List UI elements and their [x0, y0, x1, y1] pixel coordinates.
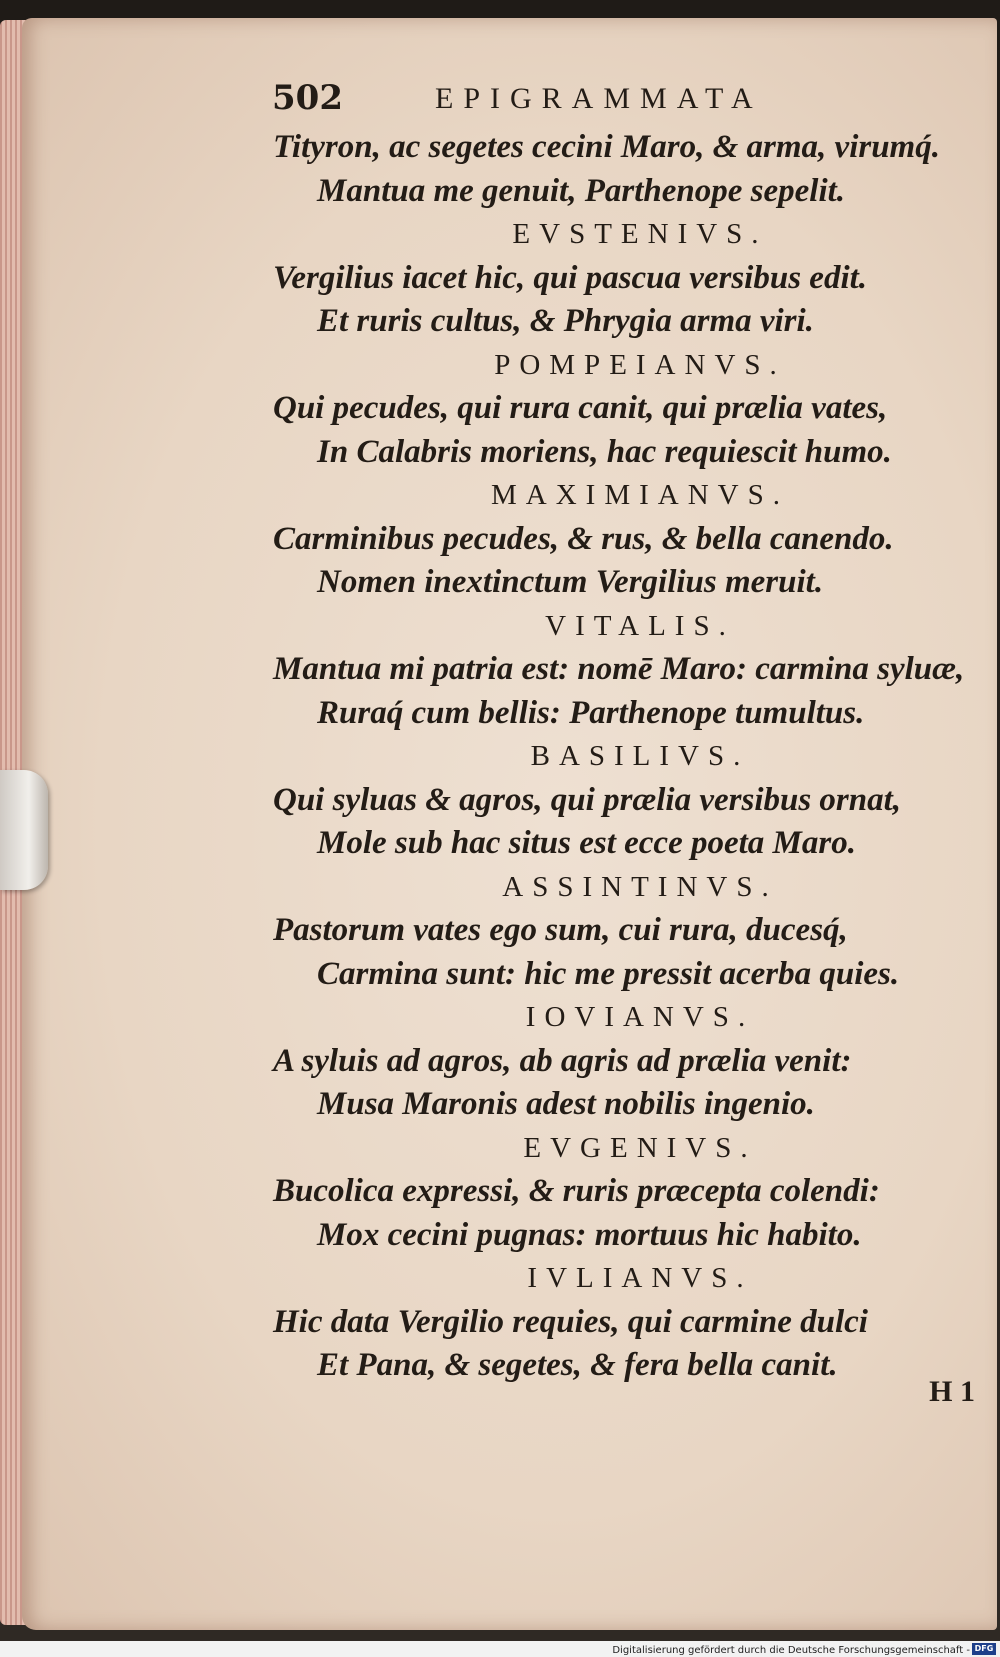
epigram-author: ASSINTINVS.: [502, 870, 778, 903]
verse-line: Pastorum vates ego sum, cui rura, ducesq́,: [273, 912, 848, 948]
digitization-footer: [0, 1641, 1000, 1657]
page-text: [265, 70, 965, 1388]
epigram-author: MAXIMIANVS.: [491, 479, 789, 511]
page-number: 502: [272, 78, 343, 118]
epigram-author: BASILIVS.: [530, 740, 750, 772]
page-clip: [0, 770, 48, 890]
verse-line: Carminibus pecudes, & rus, & bella canendo.: [273, 520, 894, 557]
verse-line: Mantua mi patria est: nomē Maro: carmina syluæ,: [273, 651, 965, 687]
verse-line: Musa Maronis adest nobilis ingenio.: [317, 1086, 815, 1122]
epigram: [265, 1257, 955, 1388]
verse-line: Mox cecini pugnas: mortuus hic habito.: [317, 1216, 862, 1253]
verse-line: Qui syluas & agros, qui prælia versibus ornat,: [273, 781, 902, 818]
footer-credit: Digitalisierung gefördert durch die Deutsche Forschungsgemeinschaft -: [612, 1645, 970, 1656]
epigram-author: IOVIANVS.: [525, 1001, 755, 1033]
verse-line: Et Pana, & segetes, & fera bella canit.: [317, 1347, 838, 1383]
running-title: EPIGRAMMATA: [435, 82, 763, 115]
epigram-author: VITALIS.: [545, 609, 735, 642]
verse-line: A syluis ad agros, ab agris ad prælia venit:: [273, 1042, 852, 1079]
epigram: [265, 344, 955, 475]
verse-line: Mantua me genuit, Parthenope sepelit.: [317, 172, 846, 209]
epigram-author: EVSTENIVS.: [512, 218, 768, 250]
verse-line: Qui pecudes, qui rura canit, qui prælia vates,: [273, 390, 888, 426]
page-header: [265, 70, 955, 126]
dfg-logo: DFG: [972, 1643, 996, 1655]
verse-line: Hic data Vergilio requies, qui carmine dulci: [273, 1303, 868, 1340]
epigram-author: EVGENIVS.: [523, 1131, 757, 1164]
verse-line: In Calabris moriens, hac requiescit humo.: [317, 433, 892, 470]
epigram: [265, 866, 955, 997]
verse-line: Et ruris cultus, & Phrygia arma viri.: [317, 303, 814, 339]
epigram: [265, 605, 965, 736]
epigram: [265, 474, 955, 605]
verse-line: Tityron, ac segetes cecini Maro, & arma, virumq́.: [273, 129, 940, 165]
epigram: [265, 213, 955, 344]
epigram: [265, 1127, 955, 1258]
verse-line: Vergilius iacet hic, qui pascua versibus edit.: [273, 259, 868, 296]
epigram: [265, 996, 955, 1127]
verse-line: Carmina sunt: hic me pressit acerba quies.: [317, 955, 900, 992]
verse-line: Nomen inextinctum Vergilius meruit.: [317, 564, 824, 600]
signature-mark: H 1: [929, 1375, 975, 1408]
verse-line: Bucolica expressi, & ruris præcepta colendi:: [273, 1173, 880, 1209]
epigram-author: IVLIANVS.: [527, 1262, 753, 1294]
epigram: [265, 735, 955, 866]
verse-line: Mole sub hac situs est ecce poeta Maro.: [317, 825, 856, 861]
epigram-author: POMPEIANVS.: [494, 348, 786, 381]
verse-line: Ruraq́ cum bellis: Parthenope tumultus.: [317, 694, 865, 731]
epigram: [265, 126, 955, 213]
